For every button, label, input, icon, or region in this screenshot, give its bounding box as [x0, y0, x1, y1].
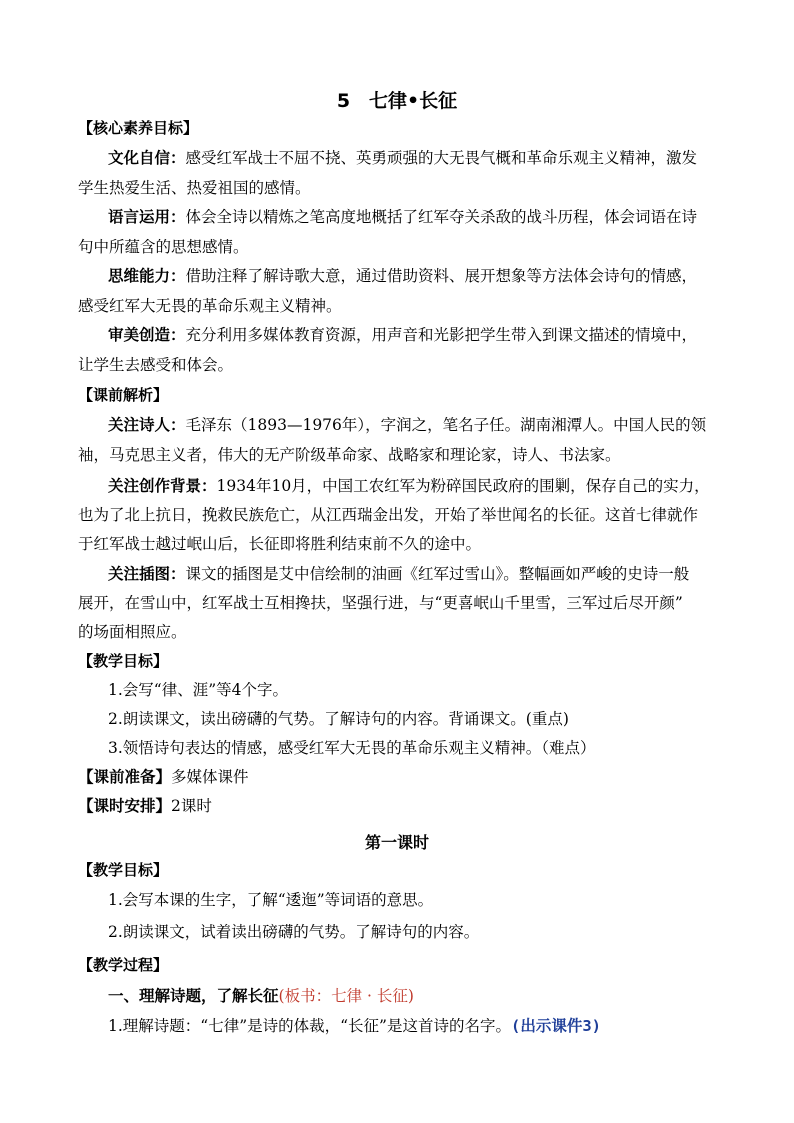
siwei-line-2: 感受红军大无畏的革命乐观主义精神。 [78, 297, 342, 315]
poet-line-2: 袖，马克思主义者，伟大的无产阶级革命家、战略家和理论家，诗人、书法家。 [78, 446, 621, 464]
shenmei-text-1: 充分利用多媒体教育资源，用声音和光影把学生带入到课文描述的情境中， [185, 326, 698, 344]
wenhua-text-1: 感受红军战士不屈不挠、英勇顽强的大无畏气概和革命乐观主义精神，激发 [185, 149, 698, 167]
wenhua-line-1 [108, 148, 697, 168]
time-text: 2课时 [171, 797, 212, 815]
yuyan-label: 语言运用： [108, 208, 186, 226]
bg-text-1: 1934年10月，中国工农红军为粉碎国民政府的围剿，保存自己的实力， [216, 477, 710, 495]
l1-goal-1: 1.会写本课的生字，了解“逶迤”等词语的意思。 [108, 891, 434, 909]
shenmei-label: 审美创造： [108, 326, 186, 344]
img-text-1: 课文的插图是艾中信绘制的油画《红军过雪山》。整幅画如严峻的史诗一般 [185, 565, 690, 583]
goal-2: 2.朗读课文，读出磅礴的气势。了解诗句的内容。背诵课文。(重点) [108, 710, 569, 728]
poet-label: 关注诗人： [108, 416, 186, 434]
step1-line [108, 986, 414, 1006]
prep-line [78, 767, 249, 787]
goal-1: 1.会写“律、涯”等4个字。 [108, 681, 288, 699]
img-line-2: 展开，在雪山中，红军战士互相搀扶，坚强行进，与“更喜岷山千里雪，三军过后尽开颜” [78, 594, 683, 612]
process-header: 【教学过程】 [78, 956, 169, 974]
siwei-label: 思维能力： [108, 267, 186, 285]
time-header: 【课时安排】 [78, 797, 172, 815]
shenmei-line-1 [108, 325, 697, 345]
lesson1-title: 第一课时 [364, 833, 429, 852]
pre-analysis-header: 【课前解析】 [78, 386, 169, 404]
img-line-3: 的场面相照应。 [78, 623, 187, 641]
time-line [78, 796, 212, 816]
core-goals-header: 【核心素养目标】 [78, 119, 199, 137]
poet-line-1 [108, 415, 706, 435]
bg-line-2: 也为了北上抗日，挽救民族危亡，从江西瑞金出发，开始了举世闻名的长征。这首七律就作 [78, 506, 699, 524]
wenhua-line-2: 学生热爱生活、热爱祖国的感情。 [78, 179, 311, 197]
step1-board-note: (板书：七律 · 长征) [278, 987, 414, 1005]
bg-line-1 [108, 476, 710, 496]
teach-goals-header: 【教学目标】 [78, 652, 169, 670]
step1-item: 1.理解诗题：“七律”是诗的体裁，“长征”是这首诗的名字。 [108, 1017, 511, 1035]
img-line-1 [108, 564, 689, 584]
yuyan-line-1 [108, 207, 697, 227]
siwei-text-1: 借助注释了解诗歌大意，通过借助资料、展开想象等方法体会诗句的情感， [185, 267, 698, 285]
yuyan-line-2: 句中所蕴含的思想感情。 [78, 238, 249, 256]
wenhua-label: 文化自信： [108, 149, 186, 167]
prep-header: 【课前准备】 [78, 768, 172, 786]
step1-courseware-note: (出示课件3) [511, 1017, 601, 1035]
page-title: 5 七律•长征 [336, 90, 458, 112]
step1-heading: 一、理解诗题，了解长征 [108, 987, 279, 1005]
prep-text: 多媒体课件 [171, 768, 249, 786]
shenmei-line-2: 让学生去感受和体会。 [78, 356, 234, 374]
step1-item-line [108, 1016, 601, 1036]
goal-3: 3.领悟诗句表达的情感，感受红军大无畏的革命乐观主义精神。（难点） [108, 739, 596, 757]
poet-text-1: 毛泽东（1893—1976年），字润之，笔名子任。湖南湘潭人。中国人民的领 [185, 416, 707, 434]
l1-goal-2: 2.朗读课文，试着读出磅礴的气势。了解诗句的内容。 [108, 923, 480, 941]
siwei-line-1 [108, 266, 697, 286]
yuyan-text-1: 体会全诗以精炼之笔高度地概括了红军夺关杀敌的战斗历程，体会词语在诗 [185, 208, 698, 226]
bg-label: 关注创作背景： [108, 477, 217, 495]
bg-line-3: 于红军战士越过岷山后，长征即将胜利结束前不久的途中。 [78, 535, 482, 553]
img-label: 关注插图： [108, 565, 186, 583]
l1-goals-header: 【教学目标】 [78, 861, 169, 879]
